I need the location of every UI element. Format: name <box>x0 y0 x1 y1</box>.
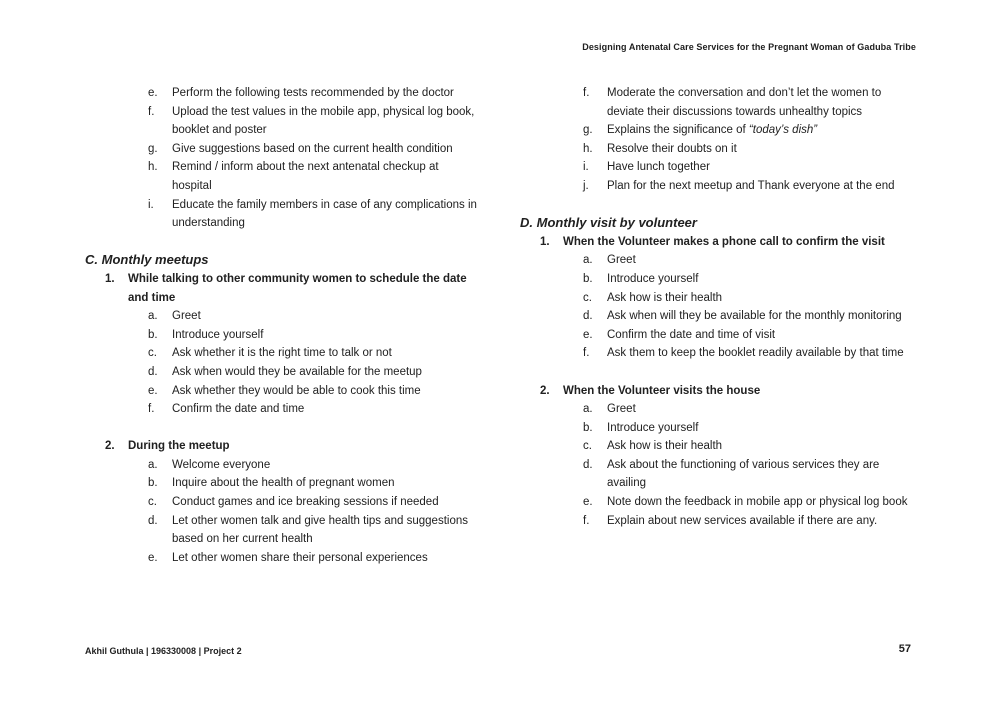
list-item <box>85 474 477 493</box>
list-marker: f. <box>583 514 590 527</box>
list-item <box>520 512 918 531</box>
list-item-text: Welcome everyone <box>172 458 271 471</box>
list-item <box>520 121 918 140</box>
list-marker: f. <box>148 403 155 416</box>
numbered-item-title: During the meetup <box>128 440 230 453</box>
list-item-text: Explain about new services available if there are any. <box>607 514 878 527</box>
spacer <box>520 363 918 382</box>
list-marker: i. <box>583 161 589 174</box>
list-marker: h. <box>583 142 593 155</box>
list-marker: e. <box>148 87 158 99</box>
list-marker: d. <box>583 310 593 323</box>
list-item-text: Ask when would they be available for the meetup <box>172 365 422 378</box>
list-item-text: Inquire about the health of pregnant women <box>172 477 395 490</box>
spacer <box>520 196 918 215</box>
list-marker: c. <box>583 291 592 304</box>
list-item-text: Have lunch together <box>607 161 710 174</box>
list-item <box>85 196 477 233</box>
list-item-text: Upload the test values in the mobile app, physical log book, booklet and poster <box>172 105 475 137</box>
list-item-text: Introduce yourself <box>607 421 699 434</box>
list-item <box>520 400 918 419</box>
list-marker: e. <box>148 551 158 564</box>
list-item-text: Perform the following tests recommended by the doctor <box>172 87 454 99</box>
list-item-text: Greet <box>607 254 636 267</box>
list-item <box>520 307 918 326</box>
list-marker: a. <box>148 458 158 471</box>
list-item-text: Let other women talk and give health tips and suggestions based on her current health <box>172 514 468 546</box>
list-item-text: Ask about the functioning of various services they are availing <box>607 458 880 490</box>
list-marker: e. <box>583 496 593 509</box>
list-marker: g. <box>148 142 158 155</box>
list-marker: i. <box>148 198 154 211</box>
numbered-item <box>85 437 477 456</box>
list-item-text: Resolve their doubts on it <box>607 142 737 155</box>
list-marker: f. <box>583 87 590 99</box>
list-marker: j. <box>583 179 589 192</box>
list-marker: 2. <box>105 440 115 453</box>
list-item-text <box>607 121 918 140</box>
list-marker: g. <box>583 124 593 137</box>
list-item-text: Give suggestions based on the current health condition <box>172 142 453 155</box>
list-item-text: Ask them to keep the booklet readily available by that time <box>607 347 904 360</box>
list-item <box>85 382 477 401</box>
list-item-text: Ask how is their health <box>607 440 723 453</box>
list-marker: c. <box>148 496 157 509</box>
list-item <box>85 307 477 326</box>
numbered-item <box>520 233 918 252</box>
numbered-item <box>85 270 477 307</box>
list-item-text: Remind / inform about the next antenatal checkup at hospital <box>172 161 439 192</box>
list-item <box>85 363 477 382</box>
list-marker: f. <box>148 105 155 118</box>
running-header: Designing Antenatal Care Services for the Pregnant Woman of Gaduba Tribe <box>582 42 916 52</box>
list-marker: h. <box>148 161 158 174</box>
list-item-text: Confirm the date and time of visit <box>607 328 776 341</box>
list-item-text: Introduce yourself <box>172 328 264 341</box>
list-item-text: Introduce yourself <box>607 272 699 285</box>
list-marker: b. <box>583 272 593 285</box>
list-marker: d. <box>583 458 593 471</box>
list-item <box>85 493 477 512</box>
list-marker: a. <box>583 254 593 267</box>
list-item <box>520 326 918 345</box>
list-item <box>520 493 918 512</box>
list-marker: f. <box>583 347 590 360</box>
numbered-item-title: While talking to other community women to schedule the date and time <box>128 272 467 304</box>
list-item-text: Conduct games and ice breaking sessions if needed <box>172 496 439 509</box>
list-item <box>520 177 918 196</box>
list-item-text: Greet <box>607 403 636 416</box>
list-item <box>85 84 477 103</box>
list-item-text: Confirm the date and time <box>172 403 305 416</box>
list-marker: b. <box>148 477 158 490</box>
right-column <box>520 84 918 530</box>
numbered-item-title: When the Volunteer visits the house <box>563 384 761 397</box>
list-marker: 1. <box>540 235 550 248</box>
list-item <box>85 158 477 195</box>
list-item <box>85 103 477 140</box>
spacer <box>85 233 477 252</box>
list-item <box>85 344 477 363</box>
list-item-text: Plan for the next meetup and Thank everyone at the end <box>607 179 895 192</box>
list-item-text: Moderate the conversation and don’t let the women to deviate their discussions towards unhealthy topics <box>607 87 882 118</box>
footer-credit: Akhil Guthula | 196330008 | Project 2 <box>85 646 242 656</box>
list-item <box>520 140 918 159</box>
list-item <box>520 456 918 493</box>
list-marker: d. <box>148 365 158 378</box>
emphasized-phrase: “today’s dish” <box>748 124 818 137</box>
list-marker: a. <box>148 310 158 323</box>
list-item <box>520 289 918 308</box>
list-item-text: Let other women share their personal experiences <box>172 551 428 564</box>
numbered-item <box>520 382 918 401</box>
list-marker: c. <box>148 347 157 360</box>
section-d-heading: D. Monthly visit by volunteer <box>520 215 697 231</box>
list-item-text: Greet <box>172 310 201 323</box>
list-marker: e. <box>583 328 593 341</box>
list-item-text: Ask how is their health <box>607 291 723 304</box>
spacer <box>85 419 477 438</box>
list-item <box>85 456 477 475</box>
list-marker: a. <box>583 403 593 416</box>
list-item <box>85 549 477 568</box>
list-item <box>520 251 918 270</box>
list-marker: b. <box>148 328 158 341</box>
list-item-text: Educate the family members in case of any complications in understanding <box>172 198 477 230</box>
numbered-item-title: When the Volunteer makes a phone call to confirm the visit <box>563 235 885 248</box>
left-column <box>85 84 477 567</box>
list-item <box>520 84 918 121</box>
list-item <box>520 158 918 177</box>
list-item <box>85 140 477 159</box>
list-item <box>85 400 477 419</box>
list-item <box>520 437 918 456</box>
list-item-text: Note down the feedback in mobile app or physical log book <box>607 496 908 509</box>
list-item-text: Ask whether they would be able to cook this time <box>172 384 421 397</box>
list-marker: d. <box>148 514 158 527</box>
section-c-heading: C. Monthly meetups <box>85 252 209 268</box>
list-marker: e. <box>148 384 158 397</box>
list-item <box>520 270 918 289</box>
list-marker: c. <box>583 440 592 453</box>
list-item <box>85 512 477 549</box>
list-marker: b. <box>583 421 593 434</box>
list-marker: 2. <box>540 384 550 397</box>
list-item-text: Ask whether it is the right time to talk or not <box>172 347 392 360</box>
list-marker: 1. <box>105 272 115 285</box>
page-number: 57 <box>898 643 911 655</box>
list-item <box>520 419 918 438</box>
list-item <box>520 344 918 363</box>
list-item-text-prefix: Explains the significance of <box>607 124 749 137</box>
list-item <box>85 326 477 345</box>
list-item-text: Ask when will they be available for the monthly monitoring <box>607 310 902 323</box>
